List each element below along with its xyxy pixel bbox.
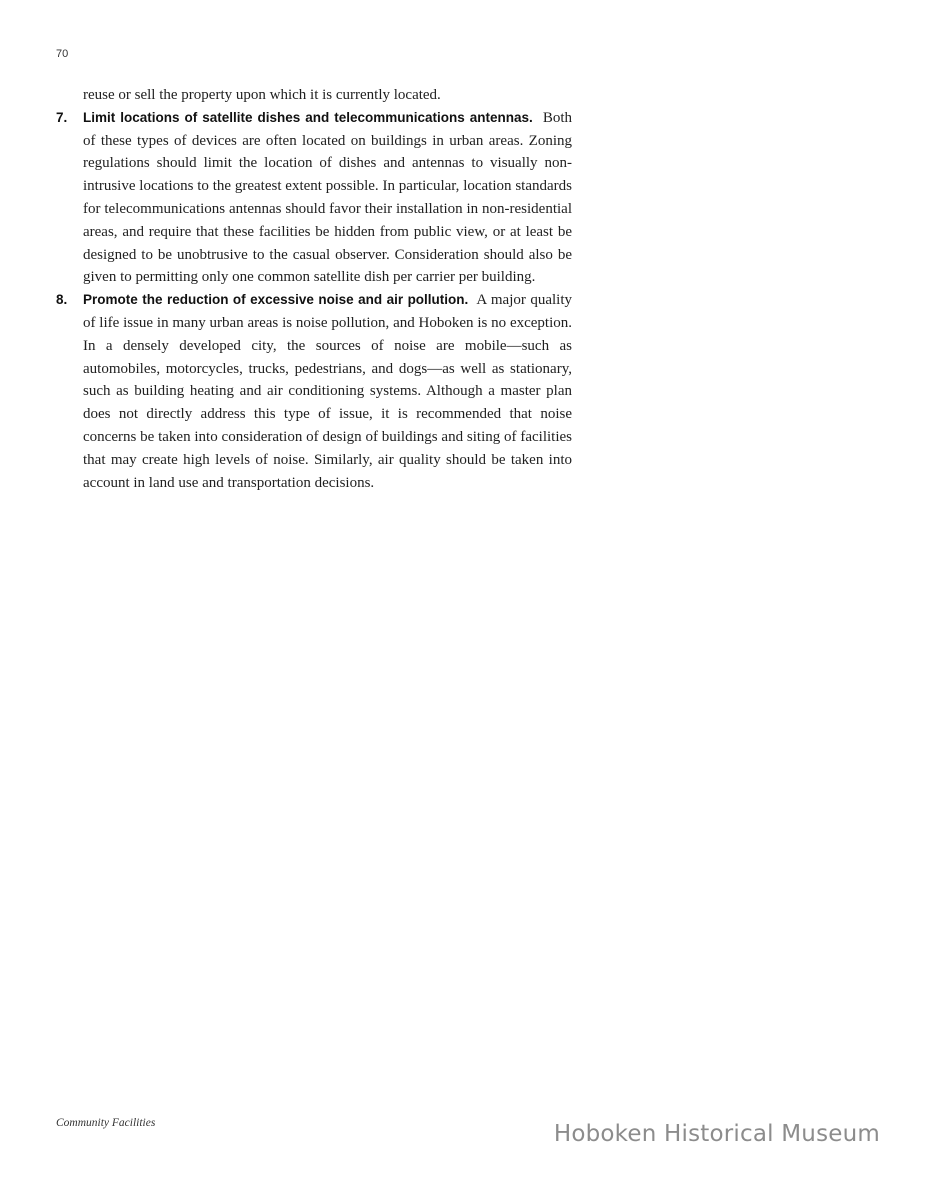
list-item-body: A major quality of life issue in many urban areas is noise pollution, and Hoboken is no exception. In a densely developed city, the sources of noise are mobile—such as automobiles, motorcycles, trucks, pedestrians, and dogs—as well as stationary, such as building heating and air conditioning systems. Although a master plan does not directly address this type of issue, it is recommended that noise concerns be taken into consideration of design of buildings and siting of facilities that may create high levels of noise. Similarly, air quality should be taken into account in land use and transportation decisions.: [83, 292, 572, 491]
continuation-paragraph: reuse or sell the property upon which it is currently located.: [83, 87, 441, 103]
footer-section-title: Community Facilities: [56, 1117, 156, 1129]
list-item-heading: Limit locations of satellite dishes and telecommunications antennas.: [83, 109, 533, 125]
list-item-8: [56, 289, 572, 494]
watermark: Hoboken Historical Museum: [553, 1121, 880, 1147]
list-item-number: 7.: [56, 109, 68, 125]
list-item-number: 8.: [56, 292, 68, 308]
page-number: 70: [56, 48, 69, 60]
list-item-heading: Promote the reduction of excessive noise and air pollution.: [83, 292, 469, 308]
list-item-body: Both of these types of devices are often located on buildings in urban areas. Zoning regulations should limit the location of dishes and antennas to visually non-intrusive locations to the greatest extent possible. In particular, location standards for telecommunications antennas should favor their installation in non-residential areas, and require that these facilities be hidden from public view, or at least be designed to be unobtrusive to the casual observer. Consideration should also be given to permitting only one common satellite dish per carrier per building.: [83, 109, 572, 286]
list-item-7: [56, 107, 572, 289]
body-text: [56, 84, 572, 494]
